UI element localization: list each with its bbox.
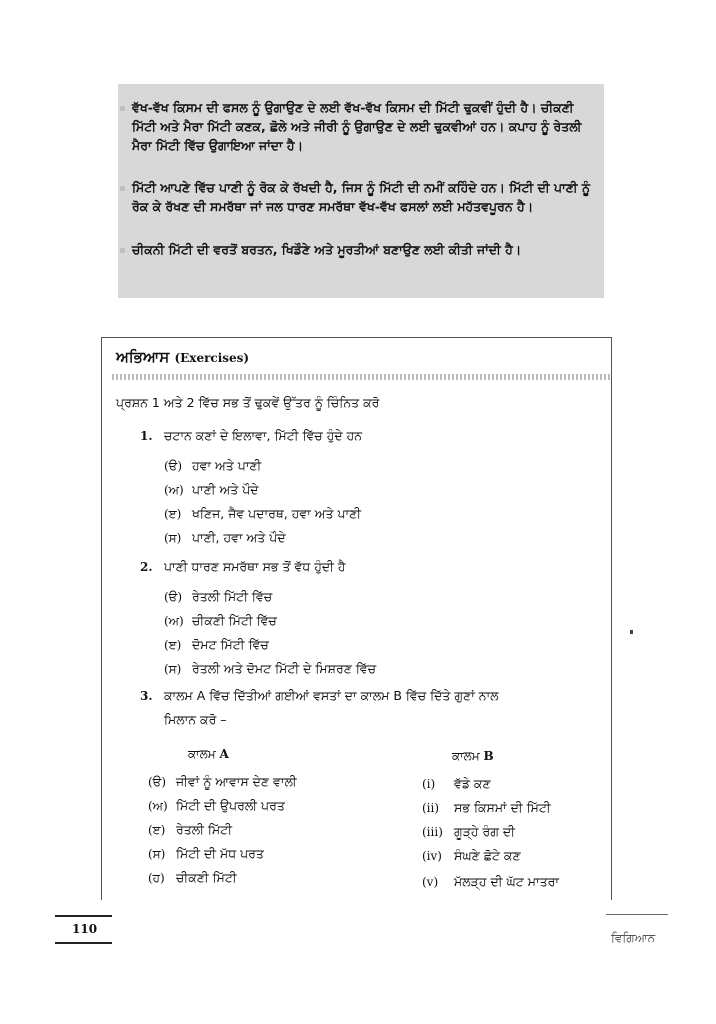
column-a-item: (ਹ) ਚੀਕਣੀ ਮਿੱਟੀ <box>148 870 237 885</box>
summary-point-2: ਮਿੱਟੀ ਆਪਣੇ ਵਿੱਚ ਪਾਣੀ ਨੂੰ ਰੋਕ ਕੇ ਰੱਖਦੀ ਹੈ, ਜਿਸ ਨੂੰ ਮਿੱਟੀ ਦੀ ਨਮੀਂ ਕਹਿੰਦੇ ਹਨ। ਮਿੱਟੀ ਦੀ ਪਾਣੀ ਨੂੰ ਰੋਕ ਕੇ ਰੱਖਣ ਦੀ ਸਮਰੱਥਾ ਜਾਂ ਜਲ ਧਾਰਣ ਸਮਰੱਥਾ ਵੱਖ-ਵੱਖ ਫਸਲਾਂ ਲਈ ਮਹੱਤਵਪੂਰਨ ਹੈ। <box>132 178 596 216</box>
bullet-icon <box>120 186 125 191</box>
question-number: 2. <box>140 560 153 574</box>
question-3-text-line1: ਕਾਲਮ A ਵਿੱਚ ਦਿੱਤੀਆਂ ਗਈਆਂ ਵਸਤਾਂ ਦਾ ਕਾਲਮ B ਵਿੱਚ ਦਿੱਤੇ ਗੁਣਾਂ ਨਾਲ <box>164 688 499 703</box>
running-title-rule <box>606 914 668 915</box>
q2-option-d: (ਸ) ਰੇਤਲੀ ਅਤੇ ਦੋਮਟ ਮਿੱਟੀ ਦੇ ਮਿਸ਼ਰਣ ਵਿੱਚ <box>164 661 377 676</box>
q1-option-a: (ੳ) ਹਵਾ ਅਤੇ ਪਾਣੀ <box>164 458 262 473</box>
summary-point-3: ਚੀਕਨੀ ਮਿੱਟੀ ਦੀ ਵਰਤੋਂ ਬਰਤਨ, ਖਿਡੌਣੇ ਅਤੇ ਮੂਰਤੀਆਂ ਬਣਾਉਣ ਲਈ ਕੀਤੀ ਜਾਂਦੀ ਹੈ। <box>132 240 596 259</box>
exercises-heading: ਅਭਿਆਸ (Exercises) <box>116 348 250 366</box>
q1-option-d: (ਸ) ਪਾਣੀ, ਹਵਾ ਅਤੇ ਪੌਦੇ <box>164 530 286 545</box>
q2-option-c: (ੲ) ਦੋਮਟ ਮਿੱਟੀ ਵਿੱਚ <box>164 637 269 652</box>
running-title: ਵਿਗਿਆਨ <box>611 931 656 945</box>
question-1-text: ਚਟਾਨ ਕਣਾਂ ਦੇ ਇਲਾਵਾ, ਮਿੱਟੀ ਵਿੱਚ ਹੁੰਦੇ ਹਨ <box>164 428 363 443</box>
column-a-item: (ਸ) ਮਿੱਟੀ ਦੀ ਮੱਧ ਪਰਤ <box>148 846 264 861</box>
column-b-item: (v) ਮੱਲੜ੍ਹ ਦੀ ਘੱਟ ਮਾਤਰਾ <box>422 874 559 889</box>
summary-box <box>118 84 604 298</box>
footer-rule <box>55 942 112 944</box>
bullet-icon <box>120 106 125 111</box>
exercises-box <box>101 337 612 900</box>
column-b-item: (ii) ਸਭ ਕਿਸਮਾਂ ਦੀ ਮਿੱਟੀ <box>422 800 551 815</box>
q1-option-c: (ੲ) ਖਣਿਜ, ਜੈਵ ਪਦਾਰਥ, ਹਵਾ ਅਤੇ ਪਾਣੀ <box>164 506 362 521</box>
q2-option-b: (ਅ) ਚੀਕਣੀ ਮਿੱਟੀ ਵਿੱਚ <box>164 613 277 628</box>
question-number: 1. <box>140 429 153 443</box>
heading-divider <box>112 374 611 380</box>
q2-option-a: (ੳ) ਰੇਤਲੀ ਮਿੱਟੀ ਵਿੱਚ <box>164 589 273 604</box>
q1-option-b: (ਅ) ਪਾਣੀ ਅਤੇ ਪੌਦੇ <box>164 482 259 497</box>
column-a-item: (ਅ) ਮਿੱਟੀ ਦੀ ਉਪਰਲੀ ਪਰਤ <box>148 798 285 813</box>
column-a-heading: ਕਾਲਮ A <box>188 747 229 761</box>
column-a-item: (ੲ) ਰੇਤਲੀ ਮਿੱਟੀ <box>148 822 232 837</box>
question-2-text: ਪਾਣੀ ਧਾਰਣ ਸਮਰੱਥਾ ਸਭ ਤੋਂ ਵੱਧ ਹੁੰਦੀ ਹੈ <box>164 559 346 574</box>
scan-speck <box>630 630 633 634</box>
question-number: 3. <box>140 689 153 703</box>
column-a-item: (ੳ) ਜੀਵਾਂ ਨੂੰ ਆਵਾਸ ਦੇਣ ਵਾਲੀ <box>148 774 297 789</box>
column-b-item: (iv) ਸੰਘਣੇ ਛੋਟੇ ਕਣ <box>422 848 521 863</box>
column-b-item: (i) ਵੱਡੇ ਕਣ <box>422 776 491 791</box>
instruction-text: ਪ੍ਰਸ਼ਨ 1 ਅਤੇ 2 ਵਿੱਚ ਸਭ ਤੋਂ ਢੁਕਵੇਂ ਉੱਤਰ ਨੂੰ ਚਿੰਨਿਤ ਕਰੋ <box>116 395 380 410</box>
column-b-item: (iii) ਗੂੜ੍ਹੇ ਰੰਗ ਦੀ <box>422 824 515 839</box>
question-3-text-line2: ਮਿਲਾਨ ਕਰੋ – <box>164 712 227 727</box>
summary-point-1: ਵੱਖ-ਵੱਖ ਕਿਸਮ ਦੀ ਫਸਲ ਨੂੰ ਉਗਾਉਣ ਦੇ ਲਈ ਵੱਖ-ਵੱਖ ਕਿਸਮ ਦੀ ਮਿੱਟੀ ਢੁਕਵੀਂ ਹੁੰਦੀ ਹੈ। ਚੀਕਣੀ ਮਿੱਟੀ ਅਤੇ ਮੈਰਾ ਮਿੱਟੀ ਕਣਕ, ਛੋਲੇ ਅਤੇ ਜੀਰੀ ਨੂੰ ਉਗਾਉਣ ਦੇ ਲਈ ਢੁਕਵੀਆਂ ਹਨ। ਕਪਾਹ ਨੂੰ ਰੇਤਲੀ ਮੈਰਾ ਮਿੱਟੀ ਵਿੱਚ ਉਗਾਇਆ ਜਾਂਦਾ ਹੈ। <box>132 98 596 155</box>
bullet-icon <box>120 248 125 253</box>
footer-rule <box>55 915 112 917</box>
page-number: 110 <box>72 922 98 936</box>
column-b-heading: ਕਾਲਮ B <box>452 749 494 763</box>
